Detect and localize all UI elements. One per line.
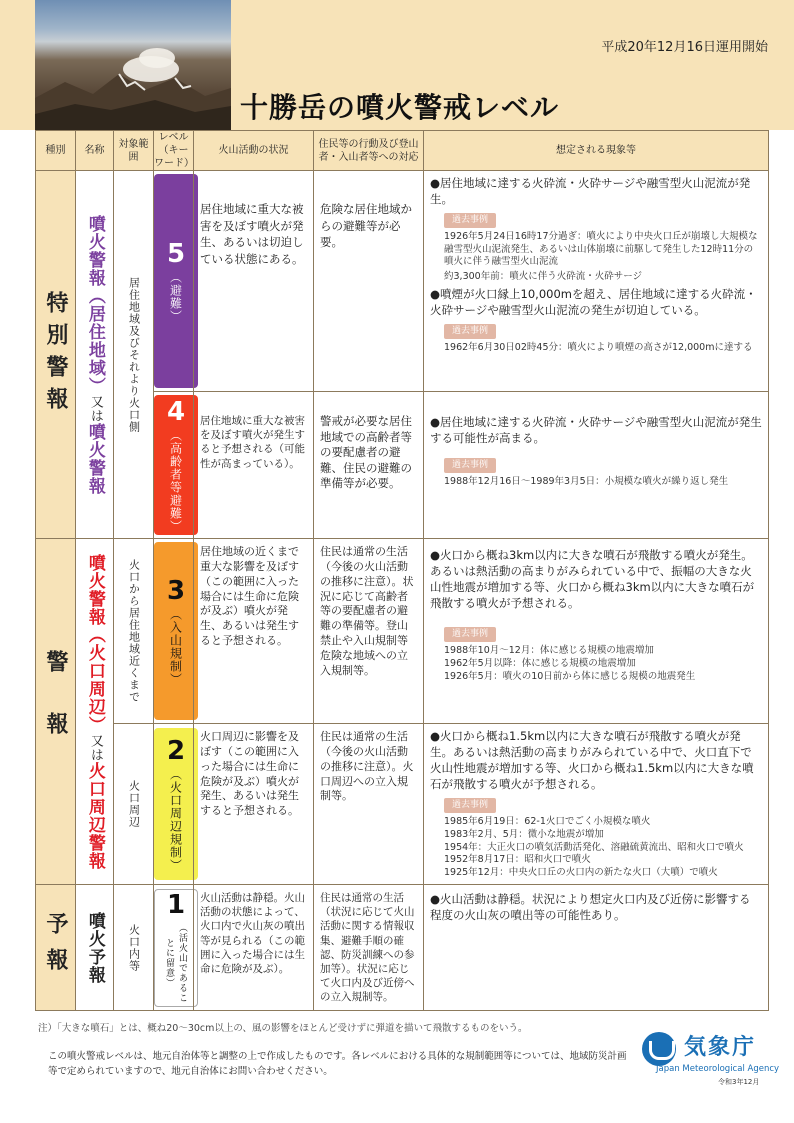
name-forecast: 噴火予報	[76, 885, 114, 1011]
phenomena-1: ●火山活動は静穏。状況により想定火口内及び近傍に影響する程度の火山灰の噴出等の可能性あり。	[424, 885, 769, 1011]
category-forecast: 予報	[36, 885, 76, 1011]
mountain-ridge-icon	[35, 60, 231, 130]
contact-text: この噴火警戒レベルは、地元自治体等と調整の上で作成したものです。各レベルにおける具体的な規制範囲等については、地域防災計画等で定められていますので、地元自治体にお問い合わせください。	[48, 1051, 627, 1077]
status-1: 火山活動は静穏。火山活動の状態によって、火口内で火山灰の噴出等が見られる（この範囲に入った場合には生命に危険が及ぶ）。	[194, 885, 314, 1011]
action-3: 住民は通常の生活（今後の火山活動の推移に注意）。状況に応じて高齢者等の要配慮者の避難の準備等。登山禁止や入山規制等危険な地域への立入規制等。	[314, 539, 424, 724]
col-name: 名称	[76, 131, 114, 171]
example-tag: 過去事例	[444, 798, 496, 813]
table-row	[36, 885, 769, 1011]
target-inside: 火口内等	[114, 885, 154, 1011]
level-4: 4 （高齢者等避難）	[154, 392, 194, 539]
target-near: 火口から居住地域近くまで	[114, 539, 154, 724]
footnote: 注）「大きな噴石」とは、概ね20～30cm以上の、風の影響をほとんど受けずに弾道を描いて飛散するものをいう。	[38, 1023, 528, 1034]
action-4: 警戒が必要な居住地域での高齢者等の要配慮者の避難、住民の避難の準備等が必要。	[314, 392, 424, 539]
phenomena-5: ●居住地域に達する火砕流・火砕サージや融雪型火山泥流が発生。 過去事例 1926年5月24日16時17分過ぎ：噴火により中央火口丘が崩壊し大規模な融雪型火山泥流発生、あるいは山体崩壊に前駆して発生した12時11分の噴火に伴う融雪型火山泥流 約3,300年前：噴火に伴う火砕流・火砕サージ ●噴煙が火口縁上10,000mを超え、居住地域に達する火砕流・火砕サージや融雪型火山泥流の発生が切迫している。 過去事例 1962年6月30日02時45分：噴火により噴煙の高さが12,000mに達する	[424, 171, 769, 392]
table-row	[36, 539, 769, 724]
level-5: 5 （避難）	[154, 171, 194, 392]
phenomena-4: ●居住地域に達する火砕流・火砕サージや融雪型火山泥流が発生する可能性が高まる。 過去事例 1988年12月16日～1989年3月5日：小規模な噴火が繰り返し発生	[424, 392, 769, 539]
action-1: 住民は通常の生活（状況に応じて火山活動に関する情報収集、避難手順の確認、防災訓練への参加等）。状況に応じて火口内及び近傍への立入規制等。	[314, 885, 424, 1011]
col-action: 住民等の行動及び登山者・入山者等への対応	[314, 131, 424, 171]
level-2: 2 （火口周辺規制）	[154, 724, 194, 885]
example-tag: 過去事例	[444, 213, 496, 228]
example-tag: 過去事例	[444, 324, 496, 339]
status-3: 居住地域の近くまで重大な影響を及ぼす（この範囲に入った場合には生命に危険が及ぶ）噴火が発生、あるいは発生すると予想される。	[194, 539, 314, 724]
table-row	[36, 171, 769, 392]
category-special: 特別警報	[36, 171, 76, 539]
status-2: 火口周辺に影響を及ぼす（この範囲に入った場合には生命に危険が及ぶ）噴火が発生、あるいは発生すると予想される。	[194, 724, 314, 885]
col-type: 種別	[36, 131, 76, 171]
page-title: 十勝岳の噴火警戒レベル	[240, 91, 560, 124]
col-level: レベル（キーワード）	[154, 132, 194, 169]
example-tag: 過去事例	[444, 458, 496, 473]
col-status: 火山活動の状況	[194, 131, 314, 171]
phenomena-2: ●火口から概ね1.5km以内に大きな噴石が飛散する噴火が発生。あるいは熱活動の高まりがみられている中で、火口直下で火山性地震が増加する等、火口から概ね1.5km以内に大きな噴石が飛散する噴火が予想される。 過去事例 1985年6月19日：62-1火口でごく小規模な噴火 1983年2月、5月：微小な地震が増加 1954年：大正火口の噴気活動活発化、溶融硫黄流出、昭和火口で噴火 1952年8月17日：昭和火口で噴火 1925年12月：中央火口丘の火口内の新たな火口（大噴）で噴火	[424, 724, 769, 885]
start-date: 平成20年12月16日運用開始	[601, 40, 768, 55]
category-warning: 警報	[36, 539, 76, 885]
action-2: 住民は通常の生活（今後の火山活動の推移に注意）。火口周辺への立入規制等。	[314, 724, 424, 885]
target-residential: 居住地域及びそれより火口側	[114, 171, 154, 539]
table-row	[36, 724, 769, 885]
name-warning: 噴火警報（火口周辺）又は火口周辺警報	[76, 539, 114, 885]
jma-logo-icon	[642, 1032, 676, 1066]
phenomena-3: ●火口から概ね3km以内に大きな噴石が飛散する噴火が発生。あるいは熱活動の高まりがみられている中で、振幅の大きな火山性地震が増加する等、火口から概ね3km以内に大きな噴石が飛散する噴火が予想される。 過去事例 1988年10月～12月：体に感じる規模の地震増加 1962年5月以降：体に感じる規模の地震増加 1926年5月：噴火の10日前から体に感じる規模の地震発生	[424, 539, 769, 724]
name-special: 噴火警報（居住地域）又は噴火警報	[76, 171, 114, 539]
header-band	[0, 0, 794, 130]
status-4: 居住地域に重大な被害を及ぼす噴火が発生すると予想される（可能性が高まっている）。	[194, 392, 314, 539]
jma-logo: 気象庁 Japan Meteorological Agency 令和3年12月	[640, 1030, 780, 1090]
example-tag: 過去事例	[444, 627, 496, 642]
target-crater: 火口周辺	[114, 724, 154, 885]
level-1: 1 （活火山であることに留意）	[154, 885, 194, 1011]
alert-level-table	[35, 130, 769, 1011]
table-header-row	[36, 131, 769, 171]
volcano-photo	[35, 0, 231, 130]
col-phenomena: 想定される現象等	[424, 131, 769, 171]
level-3: 3 （入山規制）	[154, 539, 194, 724]
col-target: 対象範囲	[114, 131, 154, 171]
action-5: 危険な居住地域からの避難等が必要。	[314, 171, 424, 392]
status-5: 居住地域に重大な被害を及ぼす噴火が発生、あるいは切迫している状態にある。	[194, 171, 314, 392]
